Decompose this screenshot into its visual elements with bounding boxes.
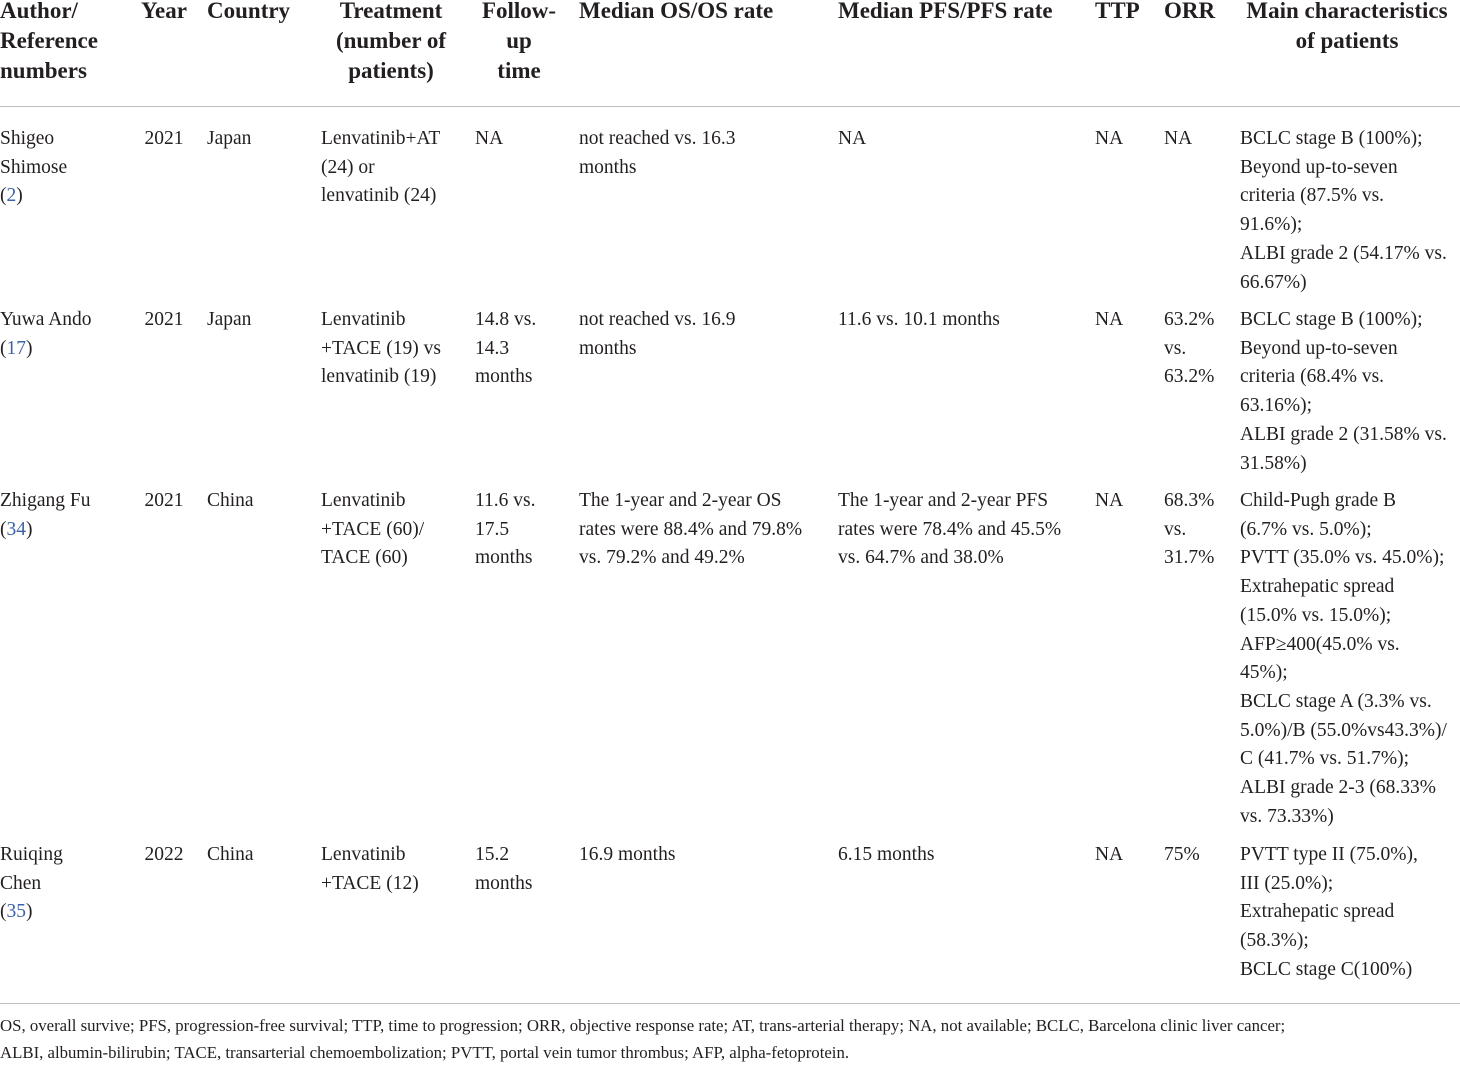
- cell-pfs: [838, 841, 1086, 870]
- cell-line: 68.3%: [1164, 490, 1215, 511]
- cell-treatment: [321, 125, 461, 211]
- cell-line: AFP≥400(45.0% vs.: [1240, 633, 1400, 655]
- cell-line: vs.: [1164, 518, 1187, 540]
- cell-line: ALBI grade 2-3 (68.33%: [1240, 777, 1437, 799]
- cell-country: China: [207, 844, 254, 865]
- cell-line: 66.67%): [1240, 271, 1307, 293]
- column-header-country: [207, 0, 312, 26]
- cell-line: 63.2%: [1164, 366, 1215, 388]
- cell-line: The 1-year and 2-year PFS: [838, 490, 1049, 511]
- cell-country: Japan: [207, 128, 252, 149]
- footer-top-rule: [0, 1003, 1460, 1004]
- column-header-year: [136, 0, 192, 26]
- cell-os: [579, 487, 829, 573]
- column-header-author: [0, 0, 120, 86]
- cell-line: III (25.0%);: [1240, 872, 1334, 894]
- cell-line: C (41.7% vs. 51.7%);: [1240, 748, 1409, 770]
- cell-line: Chen: [0, 872, 42, 894]
- cell-line: TACE (60): [321, 547, 408, 569]
- cell-line: vs. 79.2% and 49.2%: [579, 547, 745, 569]
- column-header-treatment: [321, 0, 461, 86]
- reference-link[interactable]: 2: [6, 185, 17, 207]
- cell-author: [0, 125, 120, 211]
- cell-line: 17.5: [475, 518, 510, 540]
- cell-treatment: [321, 487, 461, 573]
- cell-treatment: [321, 841, 461, 898]
- cell-country: China: [207, 490, 254, 511]
- cell-ttp: NA: [1095, 309, 1124, 330]
- cell-line: Ruiqing: [0, 844, 63, 865]
- column-header-line: Country: [207, 0, 291, 23]
- cell-orr: [1164, 487, 1229, 573]
- cell-line: +TACE (12): [321, 872, 419, 894]
- cell-line: 15.2: [475, 844, 510, 865]
- cell-line: Extrahepatic spread: [1240, 901, 1395, 923]
- cell-line: months: [579, 156, 637, 178]
- cell-line: 63.16%);: [1240, 395, 1313, 417]
- column-header-line: Year: [141, 0, 187, 23]
- column-header-orr: [1164, 0, 1229, 26]
- cell-line: Beyond up-to-seven: [1240, 156, 1398, 178]
- reference-link[interactable]: 34: [6, 518, 26, 540]
- column-header-line: Treatment: [339, 0, 443, 23]
- cell-line: The 1-year and 2-year OS: [579, 490, 782, 511]
- reference-citation: (17): [0, 337, 33, 359]
- cell-line: BCLC stage B (100%);: [1240, 128, 1423, 149]
- cell-line: Lenvatinib: [321, 490, 406, 511]
- cell-line: +TACE (19) vs: [321, 337, 441, 359]
- column-header-ttp: [1095, 0, 1150, 26]
- cell-line: 75%: [1164, 844, 1200, 865]
- cell-line: (6.7% vs. 5.0%);: [1240, 518, 1372, 540]
- cell-line: vs.: [1164, 337, 1187, 359]
- cell-line: PVTT (35.0% vs. 45.0%);: [1240, 547, 1445, 569]
- column-header-pfs: [838, 0, 1086, 26]
- cell-line: not reached vs. 16.3: [579, 128, 736, 149]
- reference-link[interactable]: 35: [6, 901, 26, 923]
- cell-line: 5.0%)/B (55.0%vs43.3%)/: [1240, 719, 1447, 741]
- cell-ttp: NA: [1095, 490, 1124, 511]
- cell-ttp: NA: [1095, 844, 1124, 865]
- reference-citation: (35): [0, 901, 33, 923]
- cell-author: [0, 841, 120, 927]
- cell-line: months: [475, 366, 533, 388]
- column-header-line: Main characteristics: [1246, 0, 1448, 23]
- cell-line: Child-Pugh grade B: [1240, 490, 1396, 511]
- cell-year: 2021: [144, 490, 184, 511]
- cell-followup: [475, 306, 565, 392]
- reference-link[interactable]: 17: [6, 337, 26, 359]
- cell-country: Japan: [207, 309, 252, 330]
- cell-year: 2022: [144, 844, 184, 865]
- cell-line: 91.6%);: [1240, 214, 1303, 236]
- cell-line: 63.2%: [1164, 309, 1215, 330]
- cell-line: rates were 88.4% and 79.8%: [579, 518, 803, 540]
- cell-line: lenvatinib (24): [321, 185, 437, 207]
- cell-line: BCLC stage C(100%): [1240, 958, 1413, 980]
- column-header-line: Author/: [0, 0, 78, 23]
- cell-line: (24) or: [321, 156, 375, 178]
- cell-line: criteria (87.5% vs.: [1240, 185, 1385, 207]
- cell-year: 2021: [144, 128, 184, 149]
- cell-line: Lenvatinib+AT: [321, 128, 441, 149]
- cell-line: criteria (68.4% vs.: [1240, 366, 1385, 388]
- cell-line: rates were 78.4% and 45.5%: [838, 518, 1062, 540]
- cell-followup: [475, 841, 565, 898]
- column-header-line: Follow-: [481, 0, 557, 23]
- cell-line: Beyond up-to-seven: [1240, 337, 1398, 359]
- cell-line: 16.9 months: [579, 844, 676, 865]
- cell-line: 6.15 months: [838, 844, 935, 865]
- cell-followup: [475, 125, 565, 154]
- cell-characteristics: [1240, 306, 1460, 478]
- cell-line: not reached vs. 16.9: [579, 309, 736, 330]
- reference-citation: (2): [0, 185, 23, 207]
- cell-line: 14.3: [475, 337, 510, 359]
- cell-line: vs. 73.33%): [1240, 805, 1334, 827]
- cell-line: (58.3%);: [1240, 930, 1309, 952]
- cell-followup: [475, 487, 565, 573]
- cell-line: 45%);: [1240, 662, 1288, 684]
- cell-treatment: [321, 306, 461, 392]
- cell-line: 31.58%): [1240, 452, 1307, 474]
- cell-line: BCLC stage B (100%);: [1240, 309, 1423, 330]
- column-header-line: Reference: [0, 28, 98, 53]
- footnote-line: ALBI, albumin-bilirubin; TACE, transarterial chemoembolization; PVTT, portal vein tumor thrombus; AFP, alpha-fetoprotein.: [0, 1043, 850, 1062]
- header-bottom-rule: [0, 106, 1460, 107]
- column-header-characteristics: [1240, 0, 1454, 56]
- cell-orr: [1164, 841, 1229, 870]
- column-header-line: time: [497, 58, 541, 83]
- cell-line: Shigeo: [0, 128, 55, 149]
- reference-citation: (34): [0, 518, 33, 540]
- cell-line: vs. 64.7% and 38.0%: [838, 547, 1004, 569]
- cell-author: [0, 306, 120, 363]
- column-header-line: TTP: [1095, 0, 1140, 23]
- column-header-line: patients): [348, 58, 434, 83]
- cell-line: ALBI grade 2 (54.17% vs.: [1240, 242, 1447, 264]
- cell-pfs: [838, 125, 1086, 154]
- cell-line: (15.0% vs. 15.0%);: [1240, 604, 1392, 626]
- cell-os: [579, 841, 829, 870]
- cell-year: 2021: [144, 309, 184, 330]
- cell-line: 11.6 vs.: [475, 490, 536, 511]
- column-header-line: numbers: [0, 58, 87, 83]
- cell-line: NA: [1164, 128, 1193, 149]
- cell-characteristics: [1240, 841, 1460, 985]
- cell-os: [579, 306, 829, 363]
- cell-line: Yuwa Ando: [0, 309, 92, 330]
- cell-line: Lenvatinib: [321, 844, 406, 865]
- cell-orr: [1164, 125, 1229, 154]
- cell-line: 14.8 vs.: [475, 309, 537, 330]
- cell-orr: [1164, 306, 1229, 392]
- footnote-line: OS, overall survive; PFS, progression-free survival; TTP, time to progression; ORR, objective response rate; AT, trans-arterial therapy; NA, not available; BCLC, Barcelona clinic liver cancer;: [0, 1016, 1286, 1035]
- cell-line: Extrahepatic spread: [1240, 576, 1395, 598]
- cell-line: BCLC stage A (3.3% vs.: [1240, 690, 1432, 712]
- column-header-followup: [475, 0, 563, 86]
- cell-line: NA: [838, 128, 867, 149]
- column-header-line: up: [506, 28, 532, 53]
- cell-line: Lenvatinib: [321, 309, 406, 330]
- column-header-line: ORR: [1164, 0, 1216, 23]
- cell-pfs: [838, 306, 1086, 335]
- cell-line: Zhigang Fu: [0, 490, 91, 511]
- cell-line: months: [475, 547, 533, 569]
- cell-line: +TACE (60)/: [321, 518, 425, 540]
- cell-pfs: [838, 487, 1086, 573]
- cell-line: NA: [475, 128, 504, 149]
- cell-characteristics: [1240, 487, 1460, 831]
- column-header-line: (number of: [335, 28, 447, 53]
- cell-os: [579, 125, 829, 182]
- column-header-line: of patients: [1295, 28, 1399, 53]
- cell-line: 11.6 vs. 10.1 months: [838, 309, 1000, 330]
- cell-line: PVTT type II (75.0%),: [1240, 844, 1418, 865]
- table-footnote: [0, 1012, 1460, 1066]
- column-header-line: Median OS/OS rate: [579, 0, 774, 23]
- cell-line: 31.7%: [1164, 547, 1215, 569]
- column-header-os: [579, 0, 829, 26]
- cell-characteristics: [1240, 125, 1460, 297]
- cell-line: months: [579, 337, 637, 359]
- column-header-line: Median PFS/PFS rate: [838, 0, 1053, 23]
- cell-line: months: [475, 872, 533, 894]
- cell-line: Shimose: [0, 156, 68, 178]
- cell-line: lenvatinib (19): [321, 366, 437, 388]
- cell-line: ALBI grade 2 (31.58% vs.: [1240, 423, 1447, 445]
- cell-author: [0, 487, 120, 544]
- cell-ttp: NA: [1095, 128, 1124, 149]
